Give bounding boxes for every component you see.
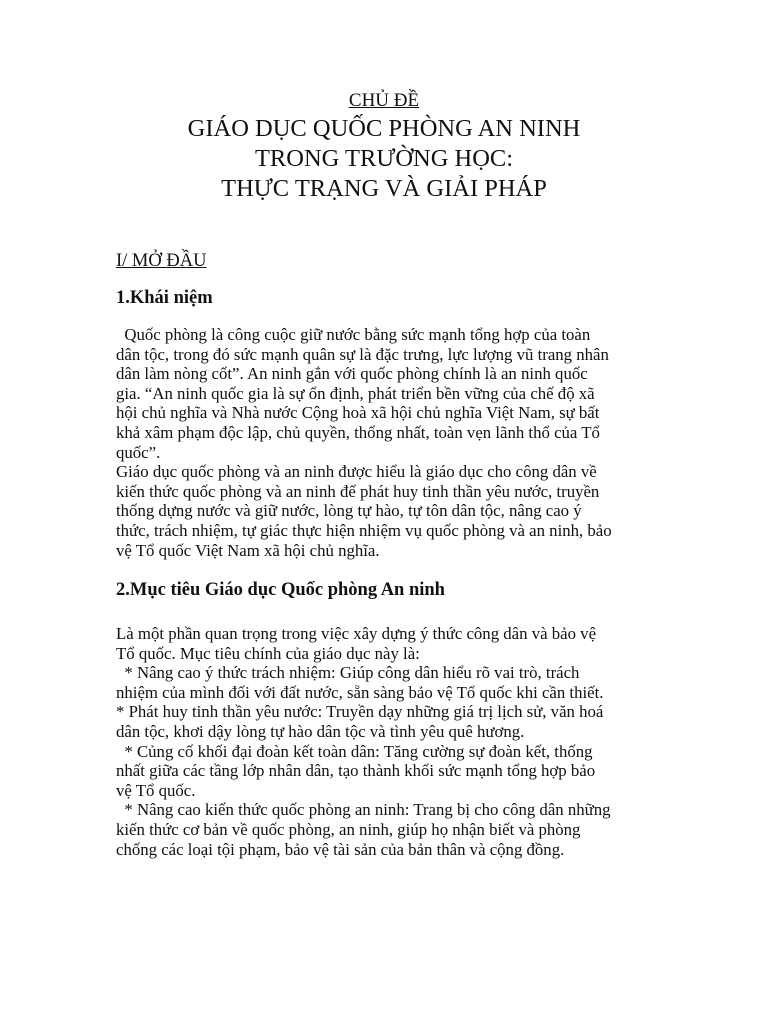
text-line: thức, trách nhiệm, tự giác thực hiện nhiệm vụ quốc phòng và an ninh, bảo — [116, 520, 612, 540]
text-line: vệ Tổ quốc. — [116, 780, 196, 800]
text-line: * Nâng cao kiến thức quốc phòng an ninh: Trang bị cho công dân những — [116, 800, 611, 820]
text-line: Giáo dục quốc phòng và an ninh được hiểu là giáo dục cho công dân về — [116, 462, 597, 482]
text-line: * Phát huy tinh thần yêu nước: Truyền dạy những giá trị lịch sử, văn hoá — [116, 702, 604, 722]
subsection-heading-objectives: 2.Mục tiêu Giáo dục Quốc phòng An ninh — [116, 580, 445, 600]
text-line: thống dựng nước và giữ nước, lòng tự hào, tự tôn dân tộc, nâng cao ý — [116, 501, 582, 521]
text-line: gia. “An ninh quốc gia là sự ổn định, phát triển bền vững của chế độ xã — [116, 383, 595, 403]
document-title — [0, 114, 768, 204]
section-heading-intro: I/ MỞ ĐẦU — [116, 251, 207, 271]
text-line: Là một phần quan trọng trong việc xây dựng ý thức công dân và bảo vệ — [116, 624, 597, 643]
text-line: chống các loại tội phạm, bảo vệ tài sản của bản thân và cộng đồng. — [116, 839, 565, 859]
topic-label: CHỦ ĐỀ — [348, 90, 420, 111]
text-line: Quốc phòng là công cuộc giữ nước bằng sức mạnh tổng hợp của toàn — [116, 325, 591, 344]
text-line: quốc”. — [116, 442, 161, 462]
text-line: hội chủ nghĩa và Nhà nước Cộng hoà xã hội chủ nghĩa Việt Nam, sự bất — [116, 403, 600, 423]
title-line: GIÁO DỤC QUỐC PHÒNG AN NINH — [187, 115, 581, 142]
text-line: Tổ quốc. Mục tiêu chính của giáo dục này là: — [116, 643, 420, 663]
text-line: kiến thức quốc phòng và an ninh để phát huy tinh thần yêu nước, truyền — [116, 481, 600, 501]
text-line: dân tộc, khơi dậy lòng tự hào dân tộc và tình yêu quê hương. — [116, 721, 525, 741]
text-line: kiến thức cơ bản về quốc phòng, an ninh, giúp họ nhận biết và phòng — [116, 819, 581, 839]
text-line: nhất giữa các tầng lớp nhân dân, tạo thành khối sức mạnh tổng hợp bảo — [116, 761, 596, 781]
text-line: vệ Tổ quốc Việt Nam xã hội chủ nghĩa. — [116, 540, 380, 560]
title-line: TRONG TRƯỜNG HỌC: — [254, 145, 514, 172]
objectives-paragraphs — [116, 624, 656, 859]
title-line: THỰC TRẠNG VÀ GIẢI PHÁP — [221, 175, 547, 202]
text-line: dân tộc, trong đó sức mạnh quân sự là đặc trưng, lực lượng vũ trang nhân — [116, 344, 609, 364]
text-line: * Nâng cao ý thức trách nhiệm: Giúp công dân hiểu rõ vai trò, trách — [116, 663, 580, 683]
text-line: khả xâm phạm độc lập, chủ quyền, thống nhất, toàn vẹn lãnh thổ của Tổ — [116, 422, 600, 442]
text-line: * Củng cố khối đại đoàn kết toàn dân: Tăng cường sự đoàn kết, thống — [116, 741, 593, 761]
text-line: dân làm nòng cốt”. An ninh gắn với quốc phòng chính là an ninh quốc — [116, 364, 588, 384]
text-line: nhiệm của mình đối với đất nước, sẵn sàng bảo vệ Tổ quốc khi cần thiết. — [116, 682, 604, 702]
concept-paragraphs — [116, 325, 656, 560]
subsection-heading-concept: 1.Khái niệm — [116, 288, 213, 308]
